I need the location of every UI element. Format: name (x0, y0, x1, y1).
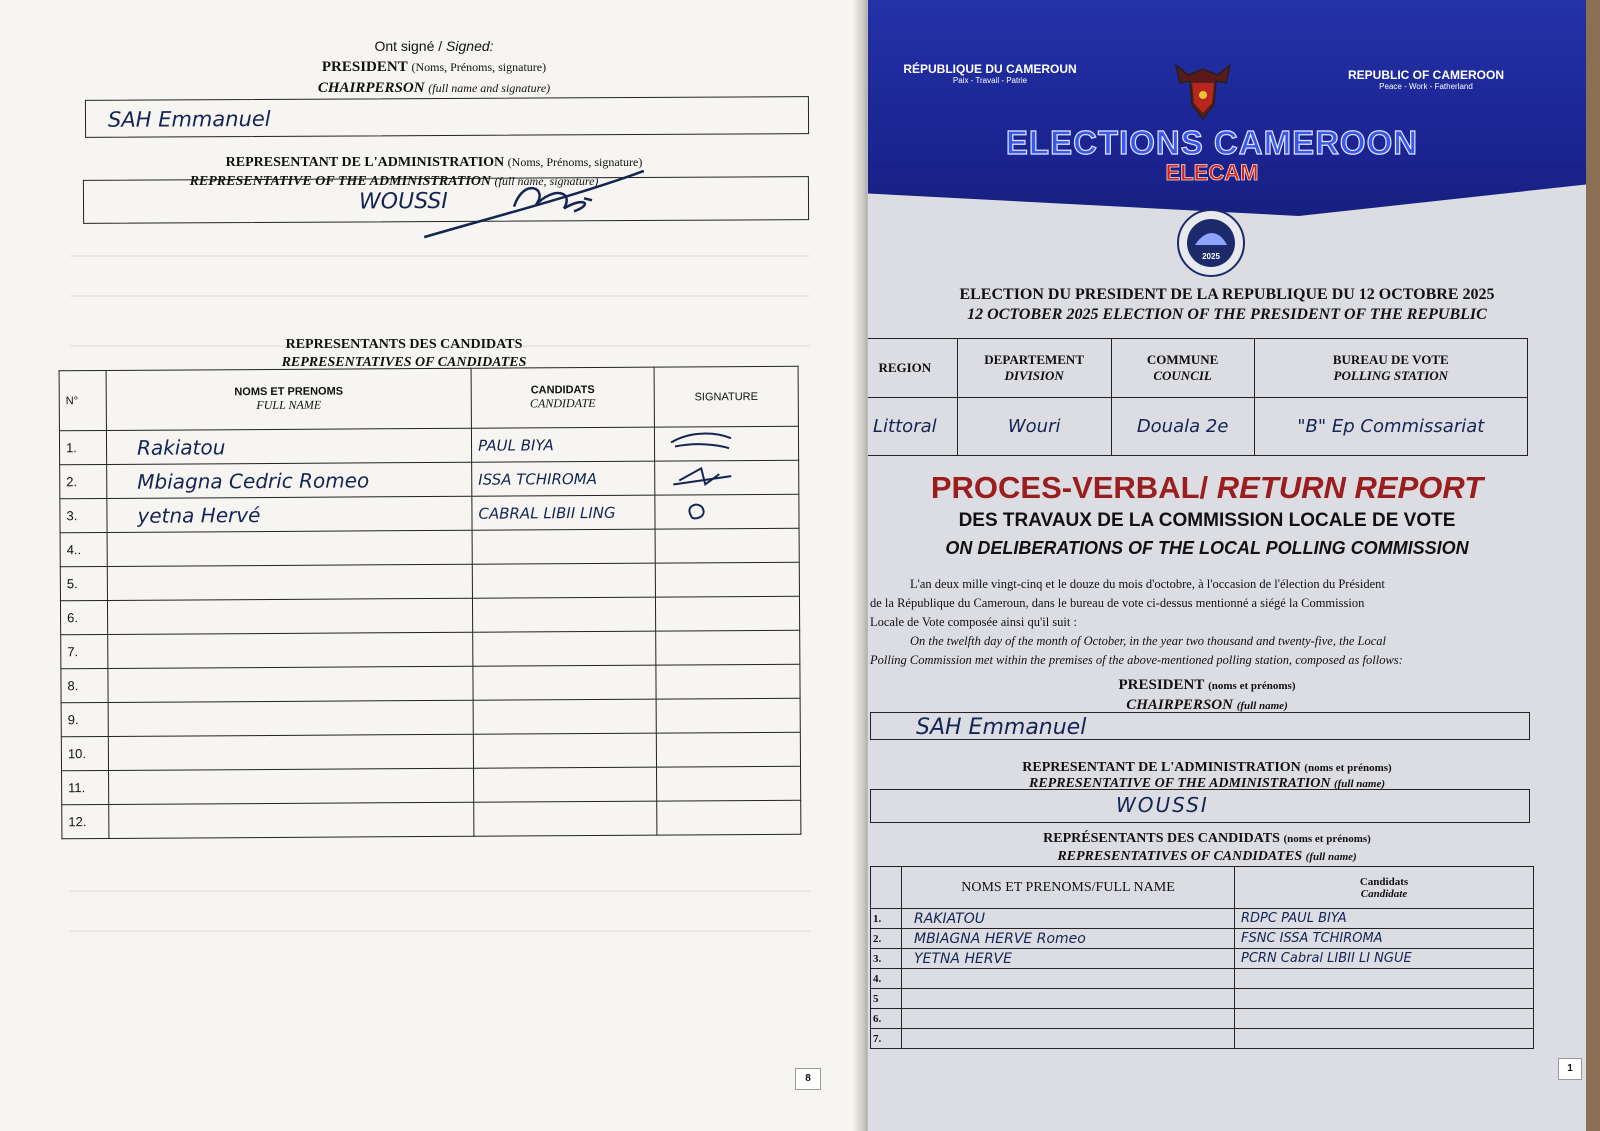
location-header-fr: REGION (878, 359, 932, 375)
rp-president-name-box (870, 712, 1530, 740)
signed-label-en: Signed: (446, 38, 494, 54)
signed-label-fr: Ont signé / (374, 38, 447, 54)
row-name (107, 564, 472, 600)
row-name (108, 700, 473, 736)
president-name-box (85, 96, 809, 138)
president-heading (0, 59, 868, 76)
row-signature (656, 698, 800, 733)
table-row (871, 1029, 1534, 1049)
table-row (61, 732, 800, 771)
table-row (60, 494, 799, 533)
col-candidates (471, 367, 654, 428)
row-number: 5 (871, 989, 902, 1009)
intro-paragraph (870, 575, 1532, 670)
col-candidates-en: CANDIDATE (529, 395, 596, 411)
row-candidate (473, 699, 656, 734)
row-signature (656, 664, 800, 699)
table-row (62, 766, 801, 805)
republic-en-block (1336, 68, 1516, 91)
intro-fr-2: de la République du Cameroun, dans le bureau de vote ci-dessus mentionné a siégé la Commission (870, 596, 1365, 610)
row-number: 4.. (60, 532, 107, 566)
row-signature (655, 494, 799, 529)
row-number: 11. (62, 770, 109, 804)
rp-admin-label-en: REPRESENTATIVE OF THE ADMINISTRATION (1028, 776, 1331, 791)
row-number: 7. (61, 634, 108, 668)
rp-cand-reps-title-en: REPRESENTATIVES OF CANDIDATES (1057, 849, 1303, 864)
row-candidate (473, 733, 656, 768)
table-row (871, 929, 1534, 949)
signature-mark (661, 462, 741, 488)
rp-col-candidates-fr: Candidats (1359, 875, 1409, 888)
row-candidate (474, 801, 657, 836)
rp-president-note: (noms et prénoms) (1208, 680, 1296, 692)
rp-admin-label: REPRESENTANT DE L'ADMINISTRATION (1022, 760, 1301, 775)
row-candidate (474, 767, 657, 802)
col-number: N° (59, 370, 106, 430)
row-name (107, 530, 472, 566)
col-names-fr: NOMS ET PRENOMS (234, 385, 344, 399)
table-row (60, 596, 799, 635)
right-page (868, 0, 1586, 1131)
report-title-fr: PROCES-VERBAL/ (930, 470, 1209, 505)
left-page-number: 8 (795, 1068, 821, 1090)
row-candidate: PAUL BIYA (471, 427, 654, 462)
row-candidate (1235, 969, 1534, 989)
rp-admin-heading (868, 760, 1566, 776)
row-candidate (473, 665, 656, 700)
row-name (902, 989, 1235, 1009)
row-signature (657, 766, 801, 801)
rp-cand-reps-note-en: (full name) (1305, 851, 1357, 863)
report-title-en: RETURN REPORT (1208, 470, 1484, 505)
row-signature (656, 732, 800, 767)
admin-rep-name-box (83, 176, 809, 224)
row-signature (655, 460, 799, 495)
location-value: Wouri (957, 397, 1111, 456)
republic-en: REPUBLIC OF CAMEROON (1348, 68, 1504, 82)
rp-cand-reps-heading (868, 831, 1566, 847)
admin-rep-signature (414, 166, 664, 252)
location-value: Douala 2e (1111, 397, 1254, 456)
rp-cand-reps-heading-en (868, 849, 1566, 865)
rp-cand-reps-title: REPRÉSENTANTS DES CANDIDATS (1043, 831, 1280, 846)
chairperson-heading (0, 80, 868, 97)
table-row (59, 426, 798, 465)
table-row (60, 460, 799, 499)
row-number: 10. (61, 736, 108, 770)
right-page-number: 1 (1558, 1058, 1582, 1080)
chairperson-note: (full name and signature) (428, 81, 551, 95)
location-header-fr: BUREAU DE VOTE (1332, 351, 1449, 367)
row-name: yetna Hervé (107, 496, 472, 532)
row-candidate: ISSA TCHIROMA (472, 461, 655, 496)
intro-fr-3: Locale de Vote composée ainsi qu'il suit : (870, 615, 1077, 629)
row-number: 2. (871, 929, 902, 949)
row-name (109, 768, 474, 804)
intro-fr-1: L'an deux mille vingt-cinq et le douze du mois d'octobre, à l'occasion de l'élection du Président (910, 577, 1385, 591)
left-candidates-table (59, 366, 802, 840)
rp-president-heading (868, 677, 1566, 694)
chairperson-label: CHAIRPERSON (317, 80, 425, 96)
table-row (871, 969, 1534, 989)
row-name (108, 666, 473, 702)
col-names (106, 368, 471, 430)
row-signature (656, 630, 800, 665)
subtitle-fr: DES TRAVAUX DE LA COMMISSION LOCALE DE VOTE (958, 510, 1456, 531)
location-header (1111, 339, 1254, 398)
col-signature: SIGNATURE (654, 366, 798, 427)
president-label: PRESIDENT (321, 59, 408, 75)
row-number: 1. (59, 430, 106, 464)
cand-reps-title (0, 337, 838, 353)
location-header (868, 339, 957, 398)
location-header (957, 339, 1111, 398)
row-number: 6. (60, 600, 107, 634)
table-row (62, 800, 801, 839)
row-name: Mbiagna Cedric Romeo (107, 462, 472, 498)
coat-of-arms-icon (1168, 55, 1238, 125)
signature-mark (661, 496, 741, 522)
row-candidate (472, 563, 655, 598)
president-name: SAH Emmanuel (107, 106, 271, 132)
row-number: 1. (871, 909, 902, 929)
location-table (868, 338, 1528, 456)
row-number: 7. (871, 1029, 902, 1049)
rp-admin-note: (noms et prénoms) (1304, 762, 1392, 774)
row-name (108, 734, 473, 770)
rp-chairperson-label: CHAIRPERSON (1126, 697, 1233, 713)
row-number: 12. (62, 804, 109, 838)
row-number: 4. (871, 969, 902, 989)
row-candidate: PCRN Cabral LIBII LI NGUE (1235, 949, 1534, 969)
table-row (60, 562, 799, 601)
signature-mark (661, 428, 741, 454)
motto-fr: Paix - Travail - Patrie (952, 76, 1028, 85)
rp-president-label: PRESIDENT (1118, 677, 1205, 693)
row-candidate (473, 631, 656, 666)
row-number: 5. (60, 566, 107, 600)
admin-rep-label-en: REPRESENTATIVE OF THE ADMINISTRATION (189, 174, 492, 189)
row-name (902, 1009, 1235, 1029)
report-title (868, 470, 1566, 506)
table-row (61, 664, 800, 703)
table-row (60, 528, 799, 567)
admin-rep-note-en: (full name, signature) (494, 174, 599, 188)
rp-col-number (871, 867, 902, 909)
row-name: RAKIATOU (902, 909, 1235, 929)
rp-cand-reps-note: (noms et prénoms) (1283, 833, 1371, 845)
table-row (871, 989, 1534, 1009)
rp-admin-name-box (870, 789, 1530, 823)
row-candidate (1235, 1029, 1534, 1049)
election-title-en: 12 OCTOBER 2025 ELECTION OF THE PRESIDENT OF THE REPUBLIC (967, 306, 1487, 323)
org-name: ELECTIONS CAMEROON (1005, 124, 1419, 161)
cand-reps-title-en: REPRESENTATIVES OF CANDIDATES (281, 355, 527, 370)
row-signature (655, 596, 799, 631)
motto-en: Peace - Work - Fatherland (1379, 82, 1473, 91)
row-number: 3. (871, 949, 902, 969)
rp-chairperson-note: (full name) (1236, 700, 1288, 712)
org-acronym: ELECAM (1165, 160, 1259, 185)
row-candidate (1235, 1009, 1534, 1029)
row-candidate (472, 529, 655, 564)
subtitle-en: ON DELIBERATIONS OF THE LOCAL POLLING COMMISSION (945, 538, 1469, 558)
location-header-fr: COMMUNE (1146, 351, 1219, 367)
rp-candidates-table (870, 866, 1534, 1049)
row-name (107, 598, 472, 634)
row-number: 6. (871, 1009, 902, 1029)
table-row (871, 949, 1534, 969)
row-candidate: CABRAL LIBII LING (472, 495, 655, 530)
president-note: (Noms, Prénoms, signature) (411, 60, 547, 74)
rp-col-candidates (1235, 867, 1534, 909)
row-candidate: FSNC ISSA TCHIROMA (1235, 929, 1534, 949)
location-value: Littoral (868, 397, 957, 456)
intro-en-1: On the twelfth day of the month of October, in the year two thousand and twenty-five, the Local (910, 634, 1386, 648)
rp-col-names: NOMS ET PRENOMS/FULL NAME (902, 867, 1235, 909)
row-number: 8. (61, 668, 108, 702)
location-header-en: DIVISION (1004, 367, 1064, 383)
admin-rep-name: WOUSSI (358, 188, 448, 215)
table-row (61, 698, 800, 737)
rp-admin-note-en: (full name) (1333, 778, 1385, 790)
location-value: "B" Ep Commissariat (1254, 397, 1527, 456)
admin-rep-note: (Noms, Prénoms, signature) (507, 155, 643, 169)
table-row (871, 909, 1534, 929)
row-candidate (1235, 989, 1534, 1009)
location-header (1254, 339, 1527, 398)
row-signature (655, 562, 799, 597)
row-number: 3. (60, 498, 107, 532)
location-header-en: COUNCIL (1153, 367, 1212, 383)
row-signature (657, 800, 801, 835)
election-title-fr: ELECTION DU PRESIDENT DE LA REPUBLIQUE DU 12 OCTOBRE 2025 (959, 286, 1495, 303)
row-name: YETNA HERVE (902, 949, 1235, 969)
row-candidate (472, 597, 655, 632)
row-name (108, 632, 473, 668)
table-row (871, 1009, 1534, 1029)
signed-heading (0, 38, 868, 54)
location-header-fr: DEPARTEMENT (984, 351, 1084, 367)
cand-reps-title-fr: REPRESENTANTS DES CANDIDATS (285, 337, 523, 352)
republic-fr: RÉPUBLIQUE DU CAMEROUN (903, 62, 1077, 76)
rp-col-candidates-en: Candidate (1360, 887, 1408, 900)
admin-rep-label: REPRESENTANT DE L'ADMINISTRATION (225, 155, 505, 170)
col-candidates-fr: CANDIDATS (530, 383, 595, 397)
republic-fr-block (900, 62, 1080, 85)
rp-admin-name: WOUSSI (1116, 793, 1209, 817)
row-signature (654, 426, 798, 461)
location-header-en: POLLING STATION (1333, 367, 1449, 383)
col-names-en: FULL NAME (256, 397, 322, 413)
rp-president-name: SAH Emmanuel (916, 715, 1087, 740)
row-number: 9. (61, 702, 108, 736)
row-name: Rakiatou (106, 428, 471, 464)
row-name: MBIAGNA HERVE Romeo (902, 929, 1235, 949)
row-name (902, 969, 1235, 989)
row-number: 2. (60, 464, 107, 498)
intro-en-2: Polling Commission met within the premises of the above-mentioned polling station, composed as follows: (870, 653, 1403, 667)
elecam-seal-icon (1175, 207, 1247, 279)
table-row (61, 630, 800, 669)
seal-year: 2025 (1202, 252, 1220, 261)
row-candidate: RDPC PAUL BIYA (1235, 909, 1534, 929)
row-signature (655, 528, 799, 563)
row-name (109, 802, 474, 838)
row-name (902, 1029, 1235, 1049)
